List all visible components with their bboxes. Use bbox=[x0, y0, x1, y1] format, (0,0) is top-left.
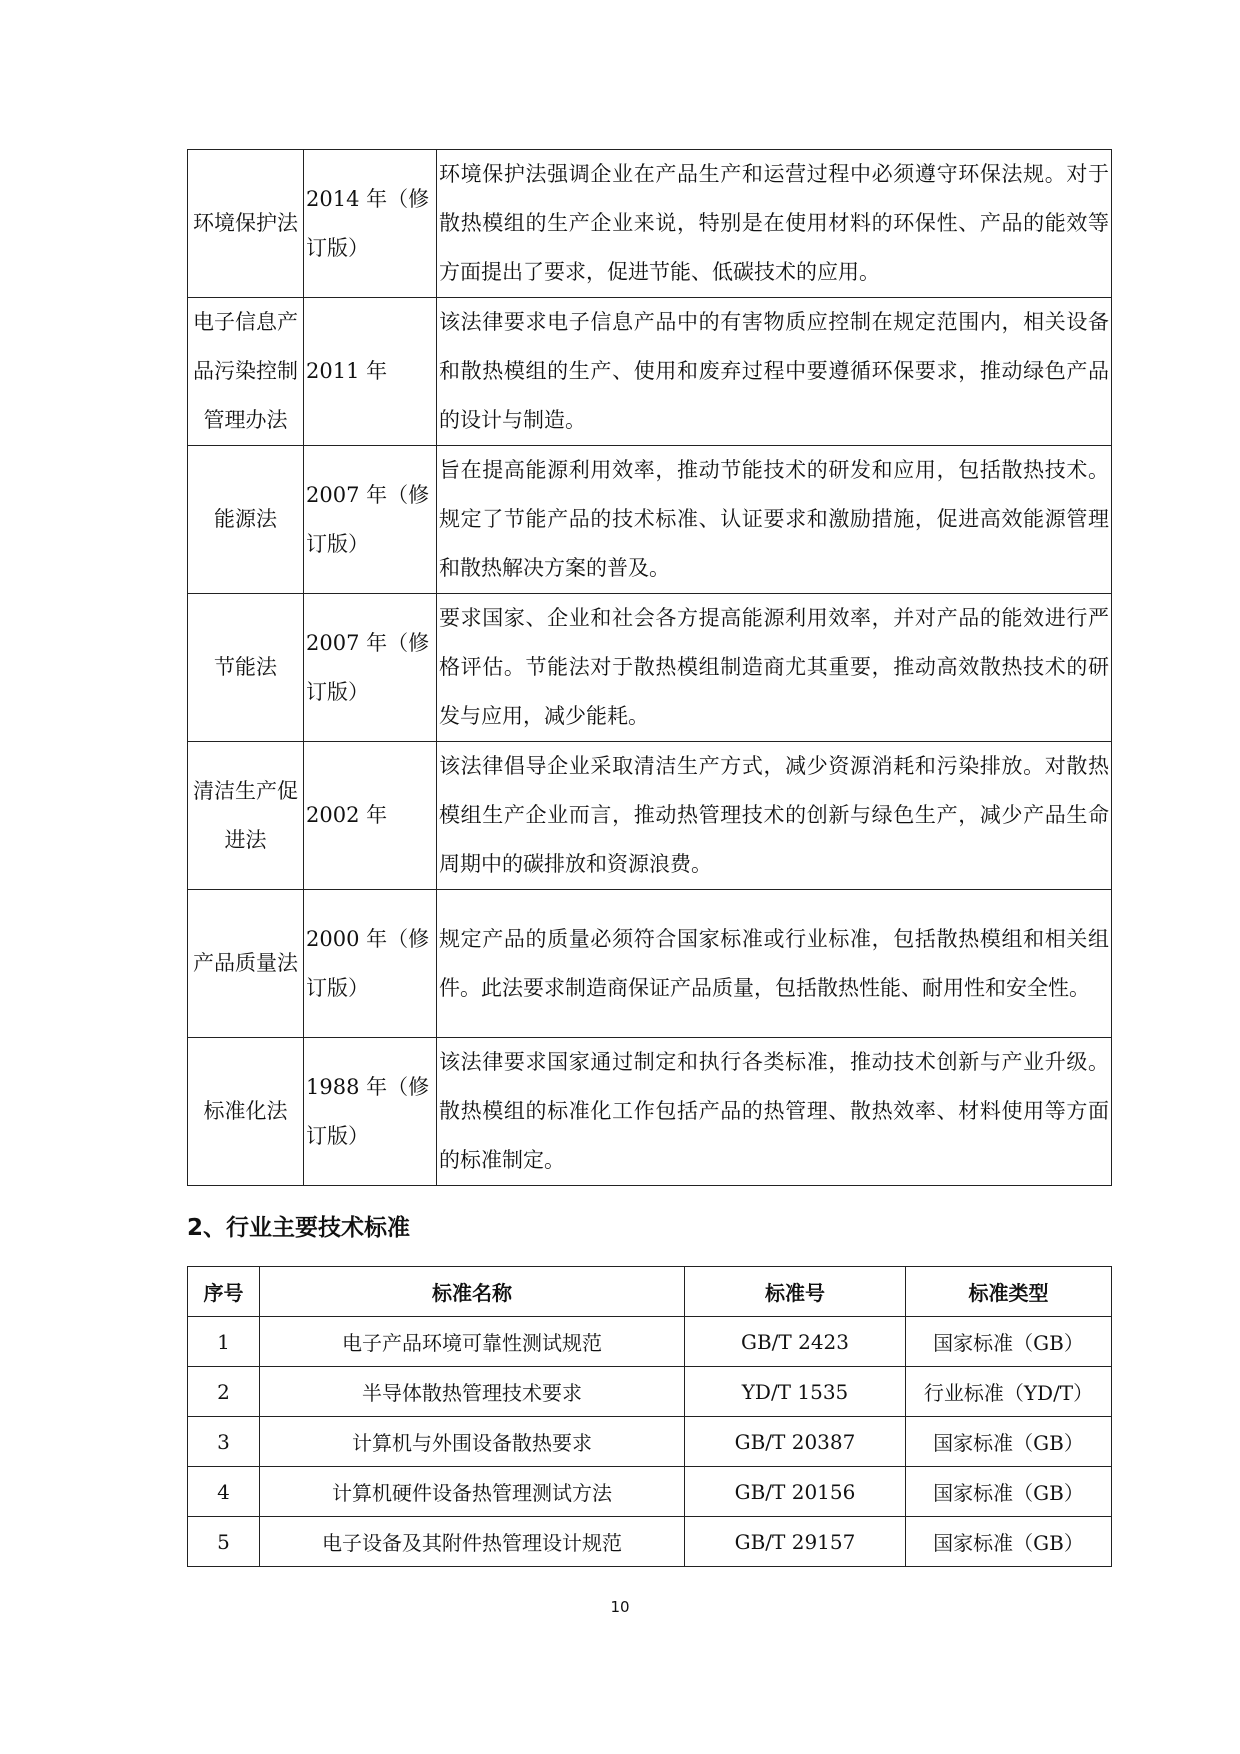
table-row bbox=[188, 1367, 1112, 1417]
standards-table bbox=[187, 1266, 1112, 1567]
table-row bbox=[188, 298, 1112, 446]
standard-number: GB/T 20387 bbox=[685, 1417, 906, 1467]
law-name: 环境保护法 bbox=[188, 150, 304, 298]
law-description: 要求国家、企业和社会各方提高能源利用效率，并对产品的能效进行严格评估。节能法对于散热模组制造商尤其重要，推动高效散热技术的研发与应用，减少能耗。 bbox=[437, 594, 1112, 742]
law-description: 环境保护法强调企业在产品生产和运营过程中必须遵守环保法规。对于散热模组的生产企业来说，特别是在使用材料的环保性、产品的能效等方面提出了要求，促进节能、低碳技术的应用。 bbox=[437, 150, 1112, 298]
table-row bbox=[188, 1038, 1112, 1186]
law-description: 该法律要求电子信息产品中的有害物质应控制在规定范围内，相关设备和散热模组的生产、使用和废弃过程中要遵循环保要求，推动绿色产品的设计与制造。 bbox=[437, 298, 1112, 446]
standard-number: YD/T 1535 bbox=[685, 1367, 906, 1417]
law-year: 2000 年（修订版） bbox=[304, 890, 437, 1038]
law-name: 电子信息产品污染控制管理办法 bbox=[188, 298, 304, 446]
laws-table bbox=[187, 149, 1112, 1186]
standard-index: 3 bbox=[188, 1417, 260, 1467]
column-header-number: 标准号 bbox=[685, 1267, 906, 1317]
standard-name: 电子设备及其附件热管理设计规范 bbox=[260, 1517, 685, 1567]
standard-type: 国家标准（GB） bbox=[906, 1417, 1112, 1467]
table-row bbox=[188, 594, 1112, 742]
law-year: 2002 年 bbox=[304, 742, 437, 890]
law-name: 能源法 bbox=[188, 446, 304, 594]
table-row bbox=[188, 150, 1112, 298]
law-year: 1988 年（修订版） bbox=[304, 1038, 437, 1186]
standard-index: 4 bbox=[188, 1467, 260, 1517]
standard-type: 国家标准（GB） bbox=[906, 1317, 1112, 1367]
law-description: 该法律倡导企业采取清洁生产方式，减少资源消耗和污染排放。对散热模组生产企业而言，推动热管理技术的创新与绿色生产，减少产品生命周期中的碳排放和资源浪费。 bbox=[437, 742, 1112, 890]
law-description: 旨在提高能源利用效率，推动节能技术的研发和应用，包括散热技术。规定了节能产品的技术标准、认证要求和激励措施，促进高效能源管理和散热解决方案的普及。 bbox=[437, 446, 1112, 594]
standard-type: 行业标准（YD/T） bbox=[906, 1367, 1112, 1417]
law-description: 规定产品的质量必须符合国家标准或行业标准，包括散热模组和相关组件。此法要求制造商保证产品质量，包括散热性能、耐用性和安全性。 bbox=[437, 890, 1112, 1038]
standard-name: 计算机硬件设备热管理测试方法 bbox=[260, 1467, 685, 1517]
law-name: 标准化法 bbox=[188, 1038, 304, 1186]
standard-number: GB/T 29157 bbox=[685, 1517, 906, 1567]
standard-type: 国家标准（GB） bbox=[906, 1467, 1112, 1517]
law-name: 清洁生产促进法 bbox=[188, 742, 304, 890]
column-header-index: 序号 bbox=[188, 1267, 260, 1317]
standard-name: 半导体散热管理技术要求 bbox=[260, 1367, 685, 1417]
standard-index: 1 bbox=[188, 1317, 260, 1367]
law-year: 2011 年 bbox=[304, 298, 437, 446]
standard-name: 计算机与外围设备散热要求 bbox=[260, 1417, 685, 1467]
section-heading: 2、行业主要技术标准 bbox=[187, 1215, 411, 1241]
standard-number: GB/T 20156 bbox=[685, 1467, 906, 1517]
table-row bbox=[188, 1417, 1112, 1467]
law-name: 节能法 bbox=[188, 594, 304, 742]
table-row bbox=[188, 1317, 1112, 1367]
standard-number: GB/T 2423 bbox=[685, 1317, 906, 1367]
table-row bbox=[188, 742, 1112, 890]
standard-name: 电子产品环境可靠性测试规范 bbox=[260, 1317, 685, 1367]
page-number: 10 bbox=[610, 1598, 630, 1616]
table-row bbox=[188, 1517, 1112, 1567]
law-year: 2007 年（修订版） bbox=[304, 594, 437, 742]
column-header-name: 标准名称 bbox=[260, 1267, 685, 1317]
law-description: 该法律要求国家通过制定和执行各类标准，推动技术创新与产业升级。散热模组的标准化工作包括产品的热管理、散热效率、材料使用等方面的标准制定。 bbox=[437, 1038, 1112, 1186]
law-year: 2007 年（修订版） bbox=[304, 446, 437, 594]
standard-type: 国家标准（GB） bbox=[906, 1517, 1112, 1567]
standard-index: 2 bbox=[188, 1367, 260, 1417]
table-header-row bbox=[188, 1267, 1112, 1317]
law-name: 产品质量法 bbox=[188, 890, 304, 1038]
table-row bbox=[188, 1467, 1112, 1517]
table-row bbox=[188, 890, 1112, 1038]
standard-index: 5 bbox=[188, 1517, 260, 1567]
table-row bbox=[188, 446, 1112, 594]
law-year: 2014 年（修订版） bbox=[304, 150, 437, 298]
column-header-type: 标准类型 bbox=[906, 1267, 1112, 1317]
